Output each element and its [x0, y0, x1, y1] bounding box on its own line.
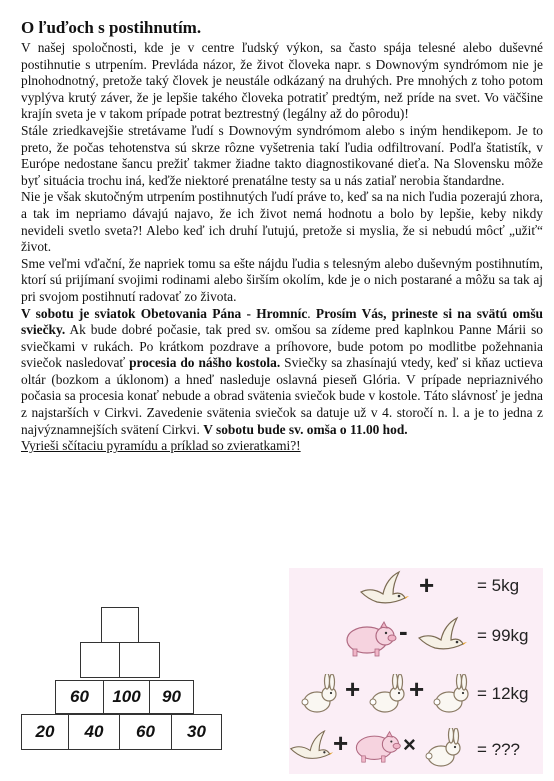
rabbit-icon: [299, 674, 339, 714]
bird-icon: [289, 728, 335, 766]
result-3: = 12kg: [477, 684, 529, 703]
rabbit-icon: [423, 728, 463, 768]
pyramid-row3-cell[interactable]: 90: [149, 680, 194, 714]
announcement-bold-1: V sobotu je sviatok Obetovania Pána - Hromníc: [21, 305, 308, 321]
plus-sign: +: [333, 728, 349, 758]
task-line: Vyrieši sčítaciu pyramídu a príklad so zvieratkami?!: [21, 438, 301, 454]
pig-icon: [341, 616, 399, 660]
pyramid-base-cell[interactable]: 40: [68, 714, 120, 750]
announcement-text-2: Sviečky sa zhasínajú vtedy, keď si kňaz uctieva oltár (bozkom a úklonom) a hneď nasleduje oslavná pieseň Glória. V prípade nepriaznivého počasia sa procesia konať nebude a obrad svätenia sviečok bude v kostole. Táto slávnosť je jedna z najstarších v Cirkvi. Zavedenie svätenia sviečok sa datuje už v 4. storočí n. l. a je to jedna z najvýznamnejších svätení Cirkvi.: [21, 355, 543, 437]
pyramid-row3-cell[interactable]: 100: [103, 680, 150, 714]
times-sign: ×: [403, 732, 416, 757]
rabbit-icon: [367, 674, 407, 714]
plus-sign: +: [345, 674, 361, 704]
pyramid-base-cell[interactable]: 60: [119, 714, 172, 750]
pyramid-top-cell[interactable]: [101, 607, 139, 643]
rabbit-icon: [431, 674, 471, 714]
paragraph-1: V našej spoločnosti, kde je v centre ľudský výkon, sa často spája telesné alebo duševné postihnutie s utrpením. Prevláda názor, že život človeka napr. s Downovým syndrómom nie je plnohodnotný, pretože taký človek je neustále odkázaný na druhých. Pre mnohých z toho potom vyplýva krutý záver, že je lepšie takého človeka potratiť predtým, než príde na svet. Vo väčšine krajín sveta je v takom prípade potrat beztrestný (legálny až do pôrodu)!: [21, 40, 543, 122]
plus-sign: +: [409, 674, 425, 704]
announcement-bold-2: Prosím Vás, prineste si na svätú omšu sviečky.: [21, 305, 543, 338]
announcement-sep: .: [307, 305, 316, 321]
paragraph-2: Stále zriedkavejšie stretávame ľudí s Downovým syndrómom alebo s iným hendikepom. Je to preto, že počas tehotenstva sú skrze rôzne vyšetrenia takí ľudia odfiltrovaní. Podľa štatistík, v Európe nedostane šancu prežiť takmer žiadne takto diagnostikované dieťa. Na Slovensku môže byť situácia trochu iná, keďže niektoré prenatálne testy sa u nás zatiaľ nerobia štandardne.: [21, 122, 543, 188]
puzzle-row-2: [289, 616, 543, 660]
pyramid-row2-cell[interactable]: [80, 642, 120, 678]
result-4: = ???: [477, 740, 521, 759]
bird-icon: [359, 570, 411, 610]
pyramid-row2-cell[interactable]: [119, 642, 160, 678]
result-1: = 5kg: [477, 576, 520, 595]
bird-icon: [417, 616, 469, 656]
pyramid-base-cell[interactable]: 30: [171, 714, 222, 750]
announcement-text-1: Ak bude dobré počasie, tak pred sv. omšou sa zídeme pred kaplnkou Panne Márii so sviečkami v rukách. Po krátkom pozdrave a príhovore, bude potom po modlitbe požehnania sviečok nasledovať: [21, 322, 543, 371]
pyramid-base-cell[interactable]: 20: [21, 714, 69, 750]
announcement-paragraph: [21, 306, 543, 439]
puzzle-row-4: [289, 726, 543, 770]
puzzle-row-1: [289, 568, 543, 612]
paragraph-4: Sme veľmi vďační, že napriek tomu sa ešte nájdu ľudia s telesným alebo duševným postihnutím, ktorí sú prijímaní svojimi rodinami alebo širším okolím, kde je o nich postarané a môžu sa tak aj pri svojom postihnutí radovať zo života.: [21, 255, 543, 304]
plus-sign: +: [419, 570, 435, 600]
animal-puzzle-image: [289, 568, 543, 774]
result-2: = 99kg: [477, 626, 529, 645]
paragraph-3: Nie je však skutočným utrpením postihnutých ľudí práve to, keď sa na nich ľudia pozerajú zhora, a tak im nepriamo dávajú najavo, že ich život nemá hodnotu a bolo by lepšie, keby nikdy nevideli svetlo sveta?! Alebo keď ich druhí ľutujú, pretože si myslia, že si nebudú môcť „užiť“ život.: [21, 189, 543, 255]
pyramid-row3-cell[interactable]: 60: [55, 680, 104, 714]
pig-icon: [351, 726, 403, 766]
announcement-bold-3: procesia do nášho kostola.: [129, 355, 281, 371]
puzzle-row-3: [289, 672, 543, 716]
minus-sign: -: [399, 616, 408, 646]
article-title: O ľuďoch s postihnutím.: [21, 18, 202, 37]
announcement-bold-4: V sobotu bude sv. omša o 11.00 hod.: [203, 421, 408, 437]
document-page: [21, 18, 543, 455]
